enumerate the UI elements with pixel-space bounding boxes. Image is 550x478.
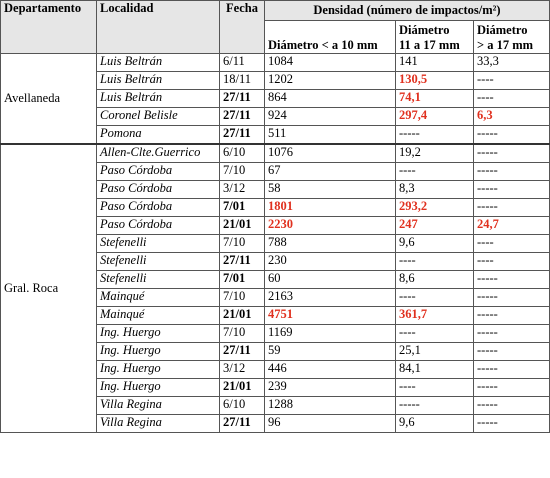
densidad-d3-cell: ----- [474, 144, 550, 163]
densidad-d1-cell: 446 [265, 361, 396, 379]
localidad-cell: Ing. Huergo [97, 343, 220, 361]
densidad-d1-cell: 59 [265, 343, 396, 361]
table-row [1, 144, 550, 163]
densidad-d2-cell: 297,4 [396, 108, 474, 126]
densidad-d2-cell: 247 [396, 217, 474, 235]
header-departamento: Departamento [1, 1, 97, 54]
densidad-d2-cell: 9,6 [396, 415, 474, 433]
localidad-cell: Mainqué [97, 307, 220, 325]
densidad-d2-cell: 8,6 [396, 271, 474, 289]
densidad-d3-cell: ----- [474, 199, 550, 217]
densidad-d1-cell: 1076 [265, 144, 396, 163]
localidad-cell: Paso Córdoba [97, 199, 220, 217]
fecha-cell: 27/11 [220, 253, 265, 271]
densidad-d2-cell: ---- [396, 253, 474, 271]
fecha-cell: 27/11 [220, 415, 265, 433]
fecha-cell: 27/11 [220, 343, 265, 361]
header-diametro-mayor-17: Diámetro > a 17 mm [474, 21, 550, 54]
densidad-d3-cell: ----- [474, 181, 550, 199]
densidad-d3-cell: ----- [474, 415, 550, 433]
fecha-cell: 6/10 [220, 397, 265, 415]
localidad-cell: Stefenelli [97, 235, 220, 253]
densidad-d1-cell: 788 [265, 235, 396, 253]
densidad-d2-cell: 84,1 [396, 361, 474, 379]
header-localidad: Localidad [97, 1, 220, 54]
densidad-d2-cell: 130,5 [396, 72, 474, 90]
densidad-d1-cell: 67 [265, 163, 396, 181]
localidad-cell: Paso Córdoba [97, 181, 220, 199]
densidad-d2-cell: 293,2 [396, 199, 474, 217]
densidad-d1-cell: 1288 [265, 397, 396, 415]
densidad-d3-cell: ---- [474, 72, 550, 90]
densidad-d3-cell: ----- [474, 325, 550, 343]
densidad-d1-cell: 4751 [265, 307, 396, 325]
densidad-d2-cell: ---- [396, 289, 474, 307]
densidad-d3-cell: ----- [474, 271, 550, 289]
densidad-d2-cell: 8,3 [396, 181, 474, 199]
fecha-cell: 3/12 [220, 361, 265, 379]
densidad-d2-cell: ---- [396, 379, 474, 397]
densidad-d1-cell: 239 [265, 379, 396, 397]
header-row [1, 1, 550, 21]
densidad-d1-cell: 2230 [265, 217, 396, 235]
densidad-d3-cell: ----- [474, 126, 550, 145]
header-diametro-menor-10: Diámetro < a 10 mm [265, 21, 396, 54]
densidad-d3-cell: ----- [474, 379, 550, 397]
fecha-cell: 27/11 [220, 108, 265, 126]
densidad-d3-cell: ----- [474, 289, 550, 307]
localidad-cell: Mainqué [97, 289, 220, 307]
densidad-d1-cell: 2163 [265, 289, 396, 307]
localidad-cell: Luis Beltrán [97, 90, 220, 108]
localidad-cell: Villa Regina [97, 397, 220, 415]
fecha-cell: 27/11 [220, 126, 265, 145]
densidad-d2-cell: ----- [396, 126, 474, 145]
fecha-cell: 18/11 [220, 72, 265, 90]
densidad-d1-cell: 230 [265, 253, 396, 271]
fecha-cell: 7/10 [220, 163, 265, 181]
densidad-d2-cell: 141 [396, 54, 474, 72]
densidad-d1-cell: 60 [265, 271, 396, 289]
densidad-d3-cell: 6,3 [474, 108, 550, 126]
densidad-d3-cell: 33,3 [474, 54, 550, 72]
header-diametro-11-17: Diámetro 11 a 17 mm [396, 21, 474, 54]
densidad-d3-cell: ----- [474, 361, 550, 379]
densidad-d1-cell: 511 [265, 126, 396, 145]
densidad-d3-cell: ---- [474, 235, 550, 253]
densidad-d1-cell: 96 [265, 415, 396, 433]
densidad-d3-cell: ----- [474, 343, 550, 361]
densidad-d2-cell: ---- [396, 325, 474, 343]
localidad-cell: Allen-Cltе.Guerrico [97, 144, 220, 163]
fecha-cell: 3/12 [220, 181, 265, 199]
densidad-d2-cell: ----- [396, 397, 474, 415]
localidad-cell: Ing. Huergo [97, 379, 220, 397]
header-densidad: Densidad (número de impactos/m²) [265, 1, 550, 21]
densidad-d1-cell: 1169 [265, 325, 396, 343]
fecha-cell: 7/01 [220, 271, 265, 289]
fecha-cell: 21/01 [220, 379, 265, 397]
fecha-cell: 6/11 [220, 54, 265, 72]
localidad-cell: Paso Córdoba [97, 217, 220, 235]
fecha-cell: 7/10 [220, 289, 265, 307]
densidad-d1-cell: 58 [265, 181, 396, 199]
densidad-d2-cell: 9,6 [396, 235, 474, 253]
densidad-d2-cell: 19,2 [396, 144, 474, 163]
localidad-cell: Stefenelli [97, 271, 220, 289]
densidad-d3-cell: ----- [474, 163, 550, 181]
densidad-d3-cell: ---- [474, 253, 550, 271]
localidad-cell: Villa Regina [97, 415, 220, 433]
densidad-d1-cell: 864 [265, 90, 396, 108]
localidad-cell: Ing. Huergo [97, 361, 220, 379]
fecha-cell: 7/01 [220, 199, 265, 217]
densidad-d3-cell: ---- [474, 90, 550, 108]
departamento-cell: Gral. Roca [1, 144, 97, 433]
localidad-cell: Ing. Huergo [97, 325, 220, 343]
densidad-d3-cell: ----- [474, 397, 550, 415]
fecha-cell: 7/10 [220, 235, 265, 253]
densidad-d1-cell: 924 [265, 108, 396, 126]
fecha-cell: 6/10 [220, 144, 265, 163]
fecha-cell: 7/10 [220, 325, 265, 343]
fecha-cell: 21/01 [220, 217, 265, 235]
densidad-d1-cell: 1202 [265, 72, 396, 90]
localidad-cell: Paso Córdoba [97, 163, 220, 181]
localidad-cell: Stefenelli [97, 253, 220, 271]
densidad-d3-cell: ----- [474, 307, 550, 325]
fecha-cell: 21/01 [220, 307, 265, 325]
localidad-cell: Coronel Belisle [97, 108, 220, 126]
localidad-cell: Pomona [97, 126, 220, 145]
densidad-d2-cell: ---- [396, 163, 474, 181]
table-row [1, 54, 550, 72]
fecha-cell: 27/11 [220, 90, 265, 108]
densidad-d2-cell: 74,1 [396, 90, 474, 108]
densidad-d3-cell: 24,7 [474, 217, 550, 235]
densidad-d1-cell: 1801 [265, 199, 396, 217]
densidad-d2-cell: 361,7 [396, 307, 474, 325]
densidad-d1-cell: 1084 [265, 54, 396, 72]
departamento-cell: Avellaneda [1, 54, 97, 145]
header-fecha: Fecha [220, 1, 265, 54]
localidad-cell: Luis Beltrán [97, 72, 220, 90]
table-body [1, 54, 550, 433]
localidad-cell: Luis Beltrán [97, 54, 220, 72]
densidad-d2-cell: 25,1 [396, 343, 474, 361]
